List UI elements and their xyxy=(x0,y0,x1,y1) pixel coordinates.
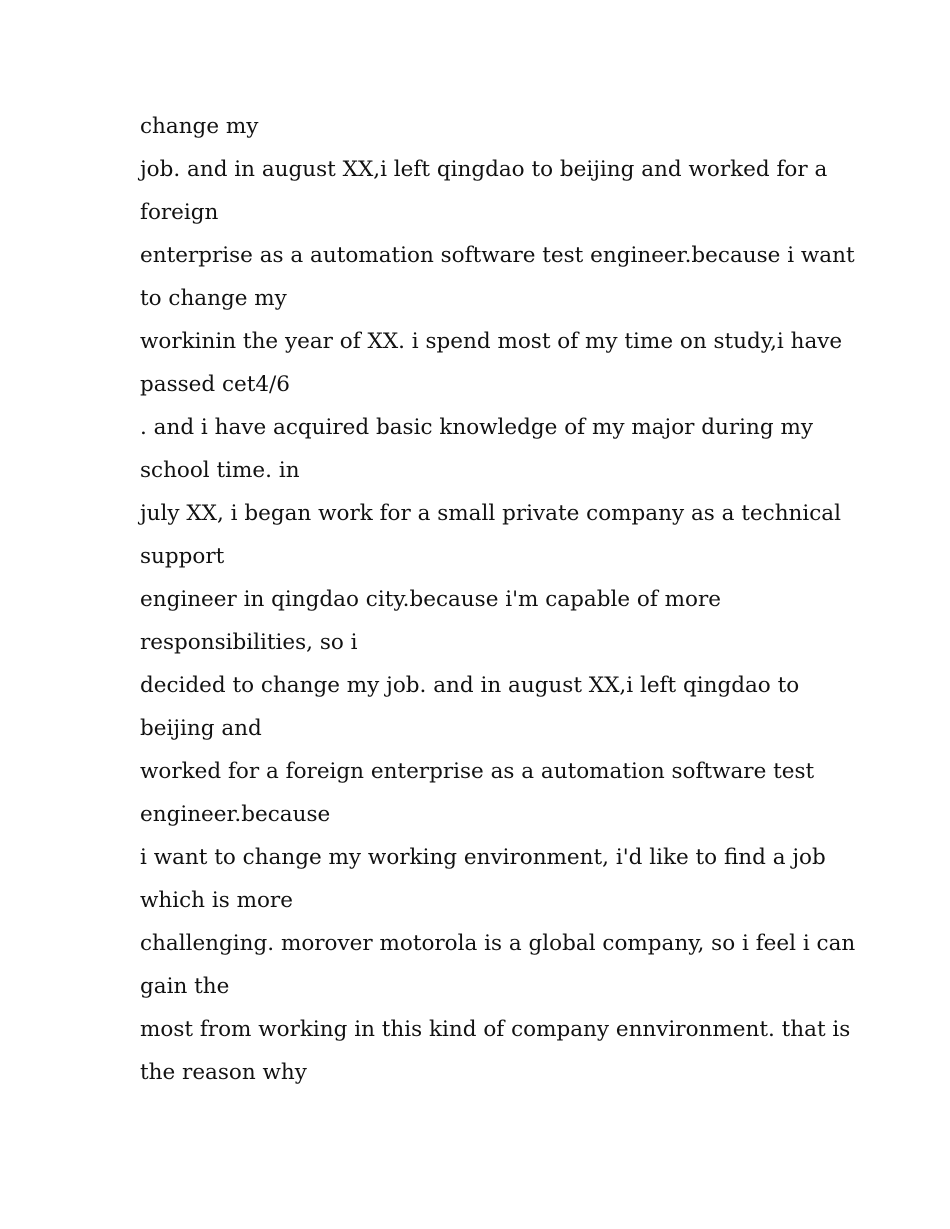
text-line: . and i have acquired basic knowledge of my major during my xyxy=(140,415,813,440)
text-line: challenging. morover motorola is a global company, so i feel i can xyxy=(140,931,856,956)
text-line: i want to change my working environment, i'd like to find a job xyxy=(140,845,826,870)
text-line: foreign xyxy=(140,200,219,225)
text-line: decided to change my job. and in august XX,i left qingdao to xyxy=(140,673,800,698)
text-line: engineer in qingdao city.because i'm capable of more xyxy=(140,587,721,612)
text-line: the reason why xyxy=(140,1060,307,1085)
text-line: job. and in august XX,i left qingdao to beijing and worked for a xyxy=(140,157,828,182)
text-line: to change my xyxy=(140,286,287,311)
text-line: enterprise as a automation software test engineer.because i want xyxy=(140,243,855,268)
text-line: july XX, i began work for a small private company as a technical xyxy=(140,501,841,526)
text-line: workinin the year of XX. i spend most of my time on study,i have xyxy=(140,329,843,354)
text-line: school time. in xyxy=(140,458,300,483)
text-line: which is more xyxy=(140,888,293,913)
text-line: worked for a foreign enterprise as a automation software test xyxy=(140,759,815,784)
text-line: passed cet4/6 xyxy=(140,372,290,397)
text-line: support xyxy=(140,544,225,569)
text-line: responsibilities, so i xyxy=(140,630,358,655)
text-line: engineer.because xyxy=(140,802,331,827)
body-text xyxy=(140,105,856,1094)
text-line: most from working in this kind of company ennvironment. that is xyxy=(140,1017,851,1042)
text-line: beijing and xyxy=(140,716,262,741)
text-line: gain the xyxy=(140,974,230,999)
text-line: change my xyxy=(140,114,259,139)
